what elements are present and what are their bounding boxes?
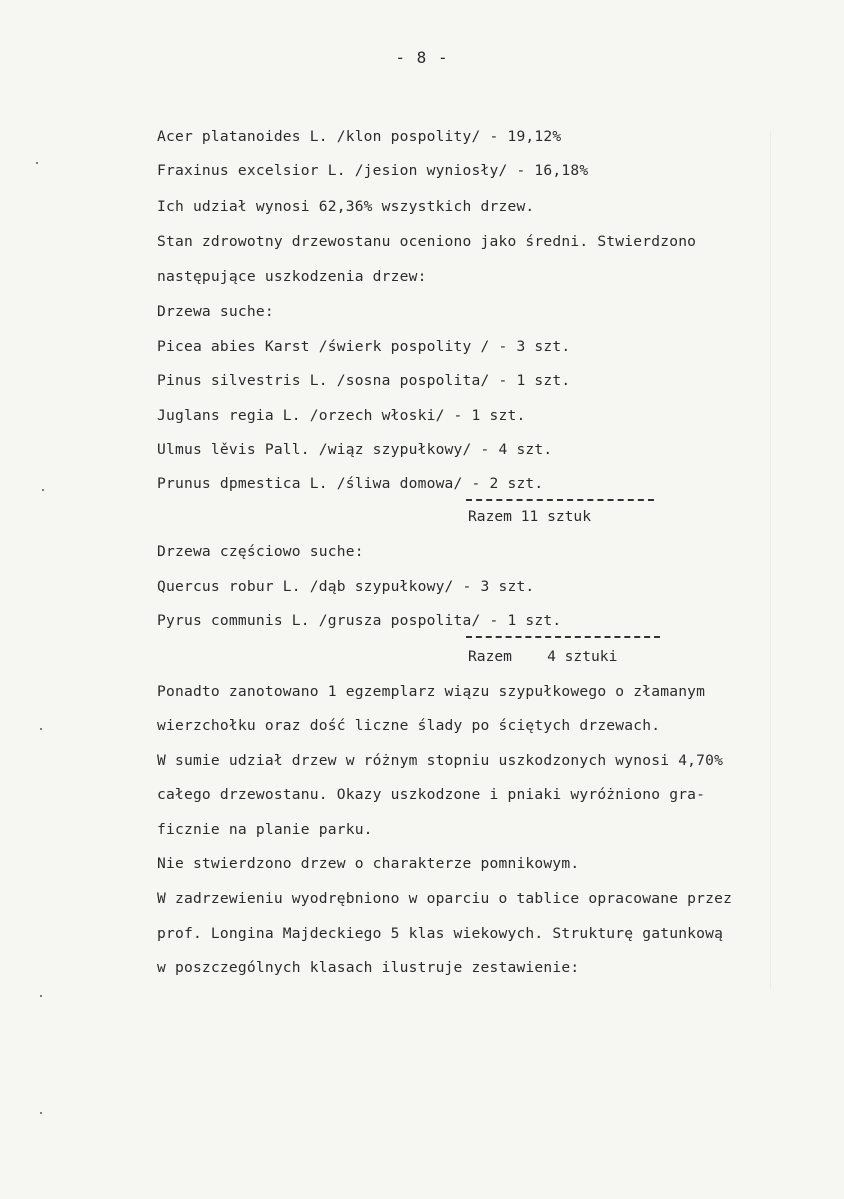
scan-shadow-line	[770, 130, 771, 990]
text-line-19: ficznie na planie parku.	[157, 821, 373, 838]
margin-mark	[36, 162, 38, 164]
text-line-2: Fraxinus excelsior L. /jesion wyniosły/ - 16,18%	[157, 162, 589, 179]
text-line-9: Juglans regia L. /orzech włoski/ - 1 szt.	[157, 407, 526, 424]
margin-mark	[40, 1112, 42, 1114]
text-line-22: prof. Longina Majdeckiego 5 klas wiekowych. Strukturę gatunkową	[157, 925, 724, 942]
text-line-5: następujące uszkodzenia drzew:	[157, 268, 427, 285]
text-line-21: W zadrzewieniu wyodrębniono w oparciu o tablice opracowane przez	[157, 890, 733, 907]
text-line-4: Stan zdrowotny drzewostanu oceniono jako średni. Stwierdzono	[157, 233, 697, 250]
text-line-11: Prunus dpmestica L. /śliwa domowa/ - 2 szt.	[157, 475, 544, 492]
text-line-3: Ich udział wynosi 62,36% wszystkich drzew.	[157, 198, 535, 215]
text-line-13: Quercus robur L. /dąb szypułkowy/ - 3 szt.	[157, 578, 535, 595]
text-line-10: Ulmus lěvis Pall. /wiąz szypułkowy/ - 4 szt.	[157, 441, 553, 458]
sum-rule-2	[466, 636, 660, 638]
text-line-1: Acer platanoides L. /klon pospolity/ - 19,12%	[157, 128, 562, 145]
margin-mark	[42, 489, 44, 491]
text-line-6: Drzewa suche:	[157, 303, 274, 320]
total-line-2: Razem 4 sztuki	[468, 648, 618, 665]
text-line-20: Nie stwierdzono drzew o charakterze pomnikowym.	[157, 855, 580, 872]
text-line-15: Ponadto zanotowano 1 egzemplarz wiązu szypułkowego o złamanym	[157, 683, 706, 700]
text-line-18: całego drzewostanu. Okazy uszkodzone i pniaki wyróżniono gra-	[157, 786, 706, 803]
text-line-8: Pinus silvestris L. /sosna pospolita/ - 1 szt.	[157, 372, 571, 389]
total-line-1: Razem 11 sztuk	[468, 508, 592, 525]
text-line-23: w poszczególnych klasach ilustruje zestawienie:	[157, 959, 580, 976]
text-line-14: Pyrus communis L. /grusza pospolita/ - 1 szt.	[157, 612, 562, 629]
text-line-12: Drzewa częściowo suche:	[157, 543, 364, 560]
margin-mark	[40, 728, 42, 730]
text-line-7: Picea abies Karst /świerk pospolity / - 3 szt.	[157, 338, 571, 355]
sum-rule-1	[466, 499, 654, 501]
text-line-16: wierzchołku oraz dość liczne ślady po ściętych drzewach.	[157, 717, 661, 734]
page-number: - 8 -	[395, 48, 449, 67]
margin-mark	[40, 995, 42, 997]
text-line-17: W sumie udział drzew w różnym stopniu uszkodzonych wynosi 4,70%	[157, 752, 724, 769]
